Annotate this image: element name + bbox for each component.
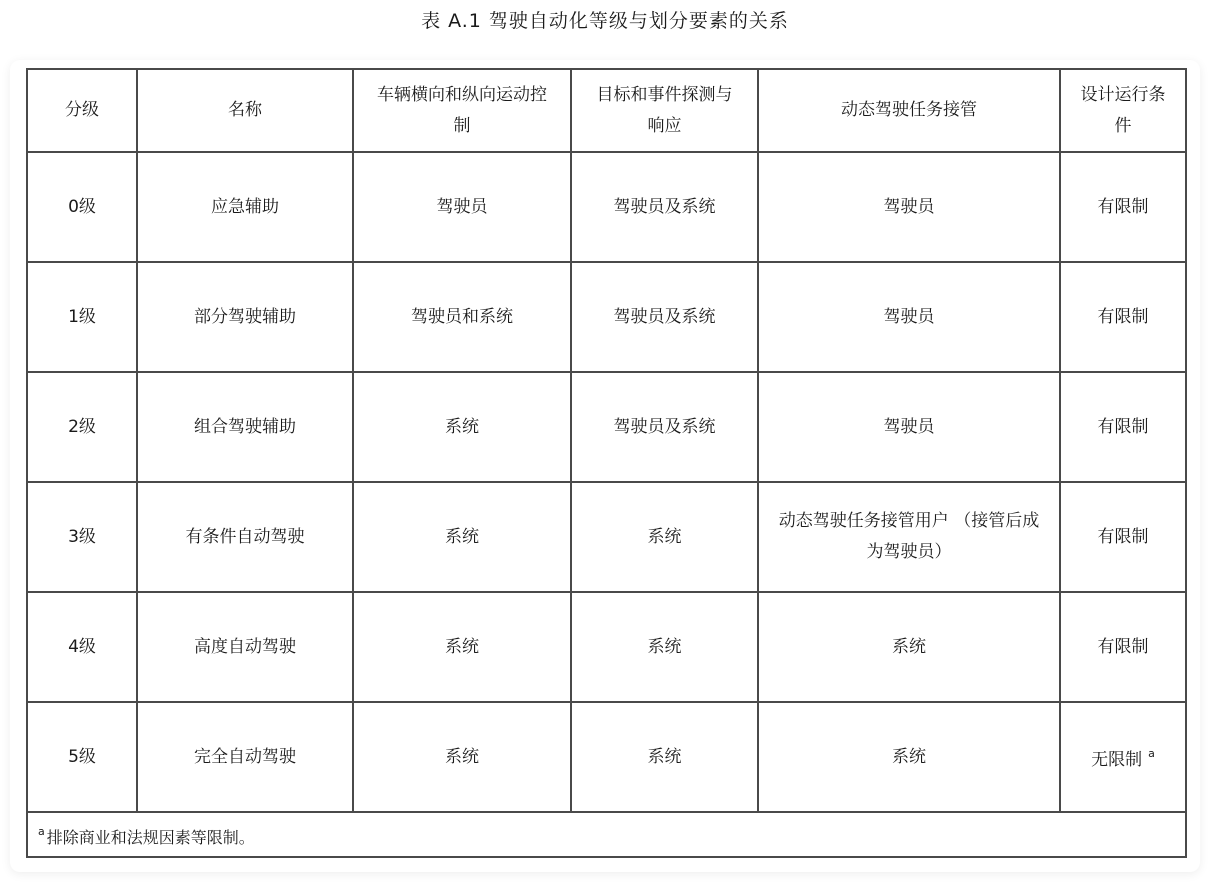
fallback-cell: 驾驶员 [758,152,1060,262]
fallback-cell: 驾驶员 [758,372,1060,482]
detect-cell: 驾驶员及系统 [571,152,758,262]
odd-cell: 有限制 [1060,372,1186,482]
name-cell: 完全自动驾驶 [137,702,353,812]
motion-cell: 驾驶员 [353,152,571,262]
table-row [27,262,1186,372]
fallback-cell: 驾驶员 [758,262,1060,372]
table-row [27,372,1186,482]
level-cell: 2级 [27,372,137,482]
detect-cell: 系统 [571,592,758,702]
level-cell: 5级 [27,702,137,812]
level-cell: 3级 [27,482,137,592]
name-cell: 部分驾驶辅助 [137,262,353,372]
table-header-row [27,69,1186,152]
level-cell: 0级 [27,152,137,262]
motion-cell: 系统 [353,592,571,702]
footnote-cell [27,812,1186,857]
fallback-cell: 系统 [758,592,1060,702]
header-level: 分级 [27,69,137,152]
name-cell: 高度自动驾驶 [137,592,353,702]
footnote-row [27,812,1186,857]
odd-cell: 有限制 [1060,152,1186,262]
table-row [27,482,1186,592]
header-odd: 设计运行条件 [1060,69,1186,152]
motion-cell: 系统 [353,372,571,482]
table-row [27,592,1186,702]
header-name: 名称 [137,69,353,152]
odd-cell [1060,702,1186,812]
odd-cell: 有限制 [1060,482,1186,592]
detect-cell: 系统 [571,702,758,812]
footnote-reference: a [1148,747,1155,760]
motion-cell: 系统 [353,482,571,592]
odd-cell: 有限制 [1060,262,1186,372]
table-title: 表 A.1 驾驶自动化等级与划分要素的关系 [421,10,789,32]
name-cell: 有条件自动驾驶 [137,482,353,592]
table-row [27,702,1186,812]
footnote-marker: a [38,825,45,838]
detect-cell: 系统 [571,482,758,592]
footnote-text: 排除商业和法规因素等限制。 [46,828,255,847]
fallback-cell: 系统 [758,702,1060,812]
motion-cell: 驾驶员和系统 [353,262,571,372]
header-motion-control: 车辆横向和纵向运动控制 [353,69,571,152]
detect-cell: 驾驶员及系统 [571,262,758,372]
levels-table [26,68,1187,858]
detect-cell: 驾驶员及系统 [571,372,758,482]
level-cell: 1级 [27,262,137,372]
header-fallback: 动态驾驶任务接管 [758,69,1060,152]
motion-cell: 系统 [353,702,571,812]
name-cell: 应急辅助 [137,152,353,262]
odd-cell: 有限制 [1060,592,1186,702]
table-row [27,152,1186,262]
fallback-cell: 动态驾驶任务接管用户 （接管后成为驾驶员） [758,482,1060,592]
header-detection-response: 目标和事件探测与响应 [571,69,758,152]
level-cell: 4级 [27,592,137,702]
odd-value: 无限制 [1091,750,1143,770]
name-cell: 组合驾驶辅助 [137,372,353,482]
